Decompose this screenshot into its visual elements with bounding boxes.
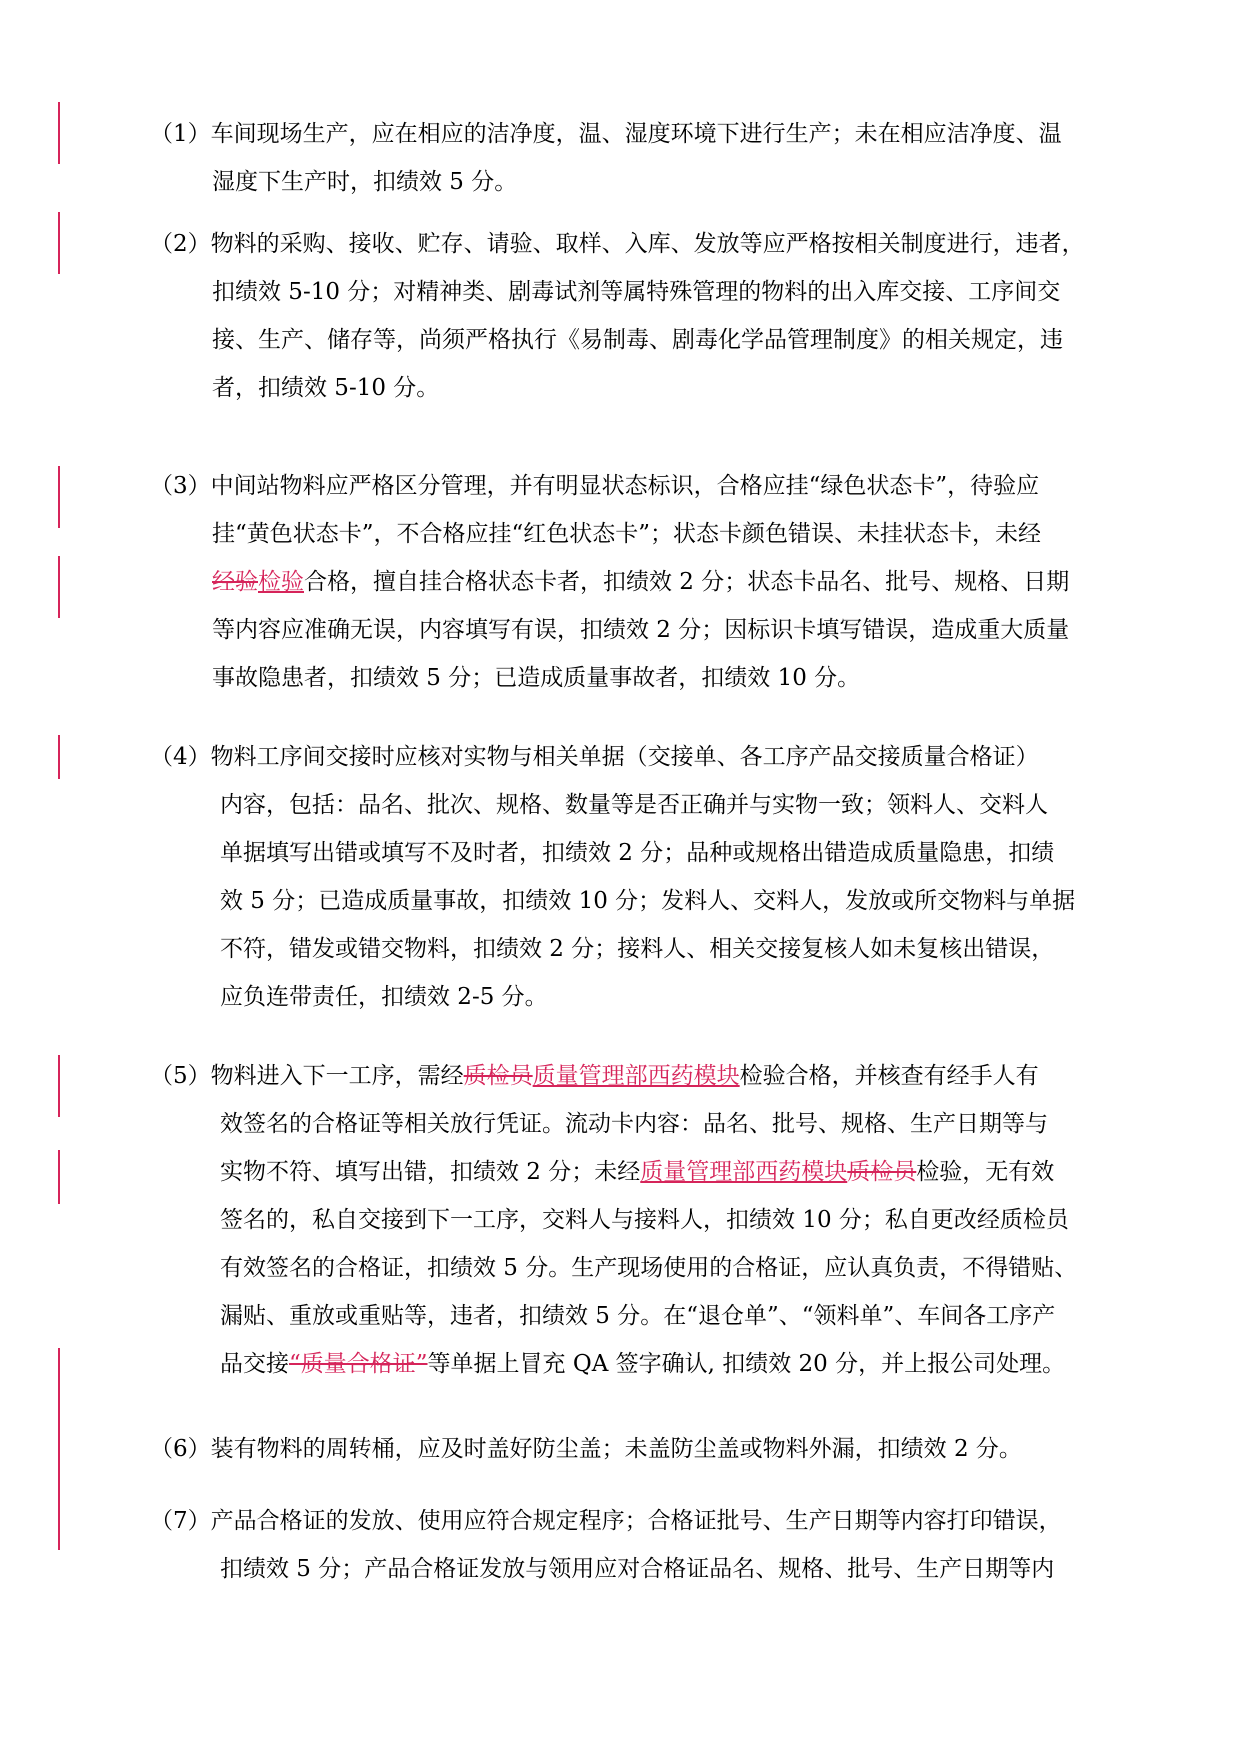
paragraph-number: （5）: [150, 1063, 211, 1089]
paragraph-number: （6）: [150, 1436, 211, 1462]
revision-bar: [58, 1150, 60, 1204]
paragraph-number: （4）: [150, 744, 211, 770]
revision-bar: [58, 102, 60, 164]
paragraph-line: 效 5 分；已造成质量事故，扣绩效 10 分；发料人、交料人，发放或所交物料与单据: [220, 888, 1076, 914]
paragraph-line: 等内容应准确无误，内容填写有误，扣绩效 2 分；因标识卡填写错误，造成重大质量: [212, 617, 1070, 643]
paragraph-line: 不符，错发或错交物料，扣绩效 2 分；接料人、相关交接复核人如未复核出错误，: [220, 936, 1055, 962]
paragraph-line: 有效签名的合格证，扣绩效 5 分。生产现场使用的合格证，应认真负责，不得错贴、: [220, 1255, 1078, 1281]
paragraph-line: 漏贴、重放或重贴等，违者，扣绩效 5 分。在“退仓单”、“领料单”、车间各工序产: [220, 1303, 1056, 1329]
paragraph-3: [150, 462, 1130, 702]
revision-bar: [58, 212, 60, 274]
paragraph-number: （3）: [150, 473, 211, 499]
paragraph-1: [150, 110, 1130, 206]
paragraph-line: （1）车间现场生产，应在相应的洁净度，温、湿度环境下进行生产；未在相应洁净度、温: [150, 121, 1062, 147]
paragraph-5: [150, 1052, 1130, 1388]
paragraph-line: 经验检验合格，擅自挂合格状态卡者，扣绩效 2 分；状态卡品名、批号、规格、日期: [212, 569, 1070, 595]
paragraph-6: [150, 1425, 1130, 1473]
paragraph-number: （2）: [150, 231, 211, 257]
paragraph-line: （7）产品合格证的发放、使用应符合规定程序；合格证批号、生产日期等内容打印错误，: [150, 1508, 1062, 1534]
deleted-text: 经验: [212, 569, 258, 595]
paragraph-line: 效签名的合格证等相关放行凭证。流动卡内容：品名、批号、规格、生产日期等与: [220, 1111, 1048, 1137]
inserted-text: 检验: [258, 569, 304, 595]
paragraph-line: 挂“黄色状态卡”，不合格应挂“红色状态卡”；状态卡颜色错误、未挂状态卡，未经: [212, 521, 1042, 547]
paragraph-line: 湿度下生产时，扣绩效 5 分。: [212, 169, 518, 195]
deleted-text: “质量合格证”: [289, 1351, 428, 1377]
paragraph-line: 签名的，私自交接到下一工序，交料人与接料人，扣绩效 10 分；私自更改经质检员: [220, 1207, 1069, 1233]
paragraph-2: [150, 220, 1130, 412]
paragraph-line: 实物不符、填写出错，扣绩效 2 分；未经质量管理部西药模块质检员检验，无有效: [220, 1159, 1055, 1185]
paragraph-line: 应负连带责任，扣绩效 2-5 分。: [220, 984, 548, 1010]
paragraph-line: 品交接“质量合格证”等单据上冒充 QA 签字确认, 扣绩效 20 分，并上报公司处理。: [220, 1351, 1066, 1377]
inserted-text: 质量管理部西药模块: [532, 1063, 740, 1089]
paragraph-line: （5）物料进入下一工序，需经质检员质量管理部西药模块检验合格，并核查有经手人有: [150, 1063, 1039, 1089]
paragraph-line: 事故隐患者，扣绩效 5 分；已造成质量事故者，扣绩效 10 分。: [212, 665, 861, 691]
paragraph-line: 扣绩效 5 分；产品合格证发放与领用应对合格证品名、规格、批号、生产日期等内: [220, 1556, 1055, 1582]
paragraph-7: [150, 1497, 1130, 1593]
paragraph-4: [150, 733, 1130, 1021]
paragraph-number: （1）: [150, 121, 211, 147]
inserted-text: 质量管理部西药模块: [640, 1159, 848, 1185]
paragraph-line: 者，扣绩效 5-10 分。: [212, 375, 440, 401]
deleted-text: 质检员: [463, 1063, 533, 1089]
revision-bar: [58, 556, 60, 618]
paragraph-line: （4）物料工序间交接时应核对实物与相关单据（交接单、各工序产品交接质量合格证）: [150, 744, 1039, 770]
paragraph-number: （7）: [150, 1508, 211, 1534]
revision-bar: [58, 1055, 60, 1117]
paragraph-line: 扣绩效 5-10 分；对精神类、剧毒试剂等属特殊管理的物料的出入库交接、工序间交: [212, 279, 1061, 305]
paragraph-line: （2）物料的采购、接收、贮存、请验、取样、入库、发放等应严格按相关制度进行，违者，: [150, 231, 1085, 257]
paragraph-line: （6）装有物料的周转桶，应及时盖好防尘盖；未盖防尘盖或物料外漏，扣绩效 2 分。: [150, 1436, 1022, 1462]
revision-bar: [58, 466, 60, 528]
deleted-text: 质检员: [847, 1159, 917, 1185]
paragraph-line: 接、生产、储存等，尚须严格执行《易制毒、剧毒化学品管理制度》的相关规定，违: [212, 327, 1063, 353]
revision-bar: [58, 1348, 60, 1550]
paragraph-line: （3）中间站物料应严格区分管理，并有明显状态标识，合格应挂“绿色状态卡”，待验应: [150, 473, 1040, 499]
paragraph-line: 单据填写出错或填写不及时者，扣绩效 2 分；品种或规格出错造成质量隐患，扣绩: [220, 840, 1055, 866]
revision-bar: [58, 735, 60, 779]
paragraph-line: 内容，包括：品名、批次、规格、数量等是否正确并与实物一致；领料人、交料人: [220, 792, 1048, 818]
